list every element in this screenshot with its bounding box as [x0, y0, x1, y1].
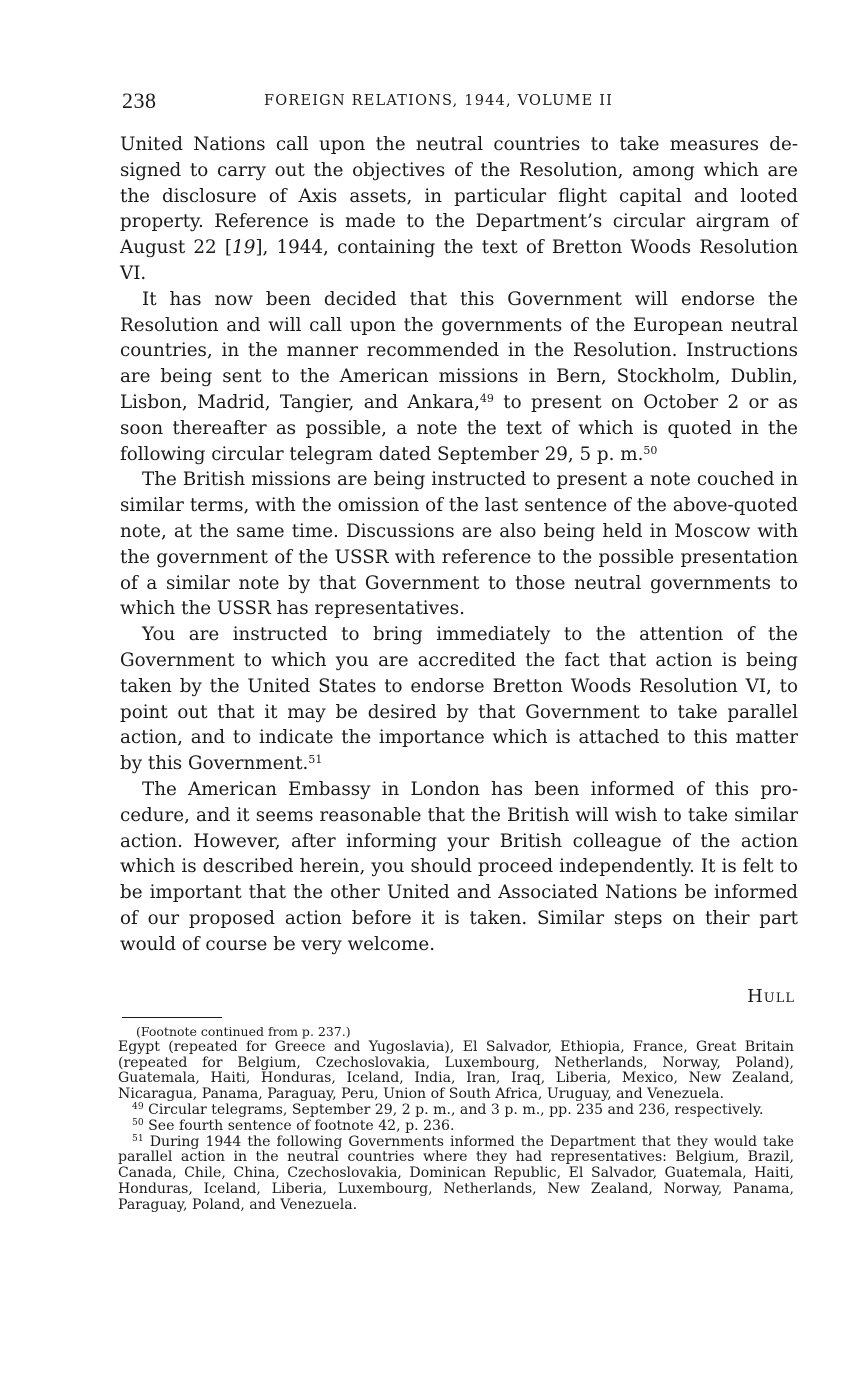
footnote-divider — [122, 1017, 222, 1018]
paragraph-5: The American Embassy in London has been informed of this procedure, and it seems reasonable that the British will wish to take similar action. However, after informing your British colleague of the action which is described herein, you should proceed independently. It is felt to be important that the other United and Associated Nations be informed of our proposed action before it is taken. Similar steps on their part would of course be very welcome. — [120, 778, 798, 955]
paragraph-4-text: You are instructed to bring immediately to the attention of the Government to which you are accredited the fact that action is being taken by the United States to endorse Bretton Woods Resolution VI, to point out that it may be desired by that Government to take parallel action, and to indicate the importance which is attached to this matter by this Government. — [120, 624, 798, 775]
page-number: 238 — [122, 88, 157, 113]
footnote-continued-text: Egypt (repeated for Greece and Yugoslavia), El Salvador, Ethiopia, France, Great Britain (repeated for Belgium, Czechoslovakia, Luxembourg, Netherlands, Norway, Poland), Guatemala, Haiti, Honduras, Iceland, India, Iran, Iraq, Liberia, Mexico, New Zealand, Nicaragua, Panama, Paraguay, Peru, Union of South Africa, Uruguay, and Venezuela. — [118, 1038, 794, 1103]
footnote-continued-heading: (Footnote continued from p. 237.) — [136, 1024, 351, 1039]
paragraph-2-text-a: It has now been decided that this Government will endorse the Resolution and will call upon the governments of the European neutral countries, in the manner recommended in the Resolution. Instructions are being sent to the American missions in Bern, Stockholm, Dublin, Lisbon, Madrid, Tangier, and Ankara, — [120, 288, 798, 413]
paragraph-2 — [120, 287, 798, 468]
body-text — [120, 132, 798, 958]
footnote-51-mark: 51 — [132, 1132, 144, 1144]
page-header — [122, 88, 798, 118]
footnote-51-text: During 1944 the following Governments informed the Department that they would take parallel action in the neutral countries where they had representatives: Belgium, Brazil, Canada, Chile, China, Czechoslovakia, Dominican Republic, El Salvador, Guatemala, Haiti, Honduras, Iceland, Liberia, Luxembourg, Netherlands, New Zealand, Norway, Panama, Paraguay, Poland, and Venezuela. — [118, 1133, 794, 1213]
footnote-49-text: Circular telegrams, September 29, 2 p. m., and 3 p. m., pp. 235 and 236, respectively. — [148, 1101, 764, 1118]
signature: Hull — [747, 986, 795, 1007]
footnote-ref-49: 49 — [479, 391, 494, 405]
footnotes — [118, 1024, 794, 1214]
footnote-ref-51: 51 — [308, 753, 323, 767]
footnote-49 — [118, 1100, 794, 1119]
paragraph-4 — [120, 622, 798, 777]
footnote-50-text: See fourth sentence of footnote 42, p. 236. — [148, 1117, 455, 1134]
footnote-51 — [118, 1132, 794, 1214]
running-head: FOREIGN RELATIONS, 1944, VOLUME II — [264, 93, 614, 109]
footnote-ref-50: 50 — [643, 443, 658, 457]
paragraph-1-italic-date: 19 — [232, 237, 256, 259]
footnote-49-mark: 49 — [132, 1100, 144, 1112]
footnote-50 — [118, 1116, 794, 1135]
paragraph-1 — [120, 132, 798, 287]
paragraph-2-text-b: to present on October 2 or as soon thereafter as possible, a note the text of which is quoted in the following circular telegram dated September 29, 5 p. m. — [120, 391, 798, 465]
footnote-50-mark: 50 — [132, 1116, 144, 1128]
paragraph-1-text-b: ], 1944, containing the text of Bretton Woods Resolution VI. — [120, 237, 799, 284]
paragraph-1-text-a: United Nations call upon the neutral countries to take measures designed to carry out the objectives of the Resolution, among which are the disclosure of Axis assets, in particular flight capital and looted property. Reference is made to the Department’s circular airgram of August 22 [ — [120, 134, 798, 259]
paragraph-3: The British missions are being instructed to present a note couched in similar terms, with the omission of the last sentence of the above-quoted note, at the same time. Discussions are also being held in Moscow with the government of the USSR with reference to the possible presentation of a similar note by that Government to those neutral governments to which the USSR has representatives. — [120, 469, 798, 620]
